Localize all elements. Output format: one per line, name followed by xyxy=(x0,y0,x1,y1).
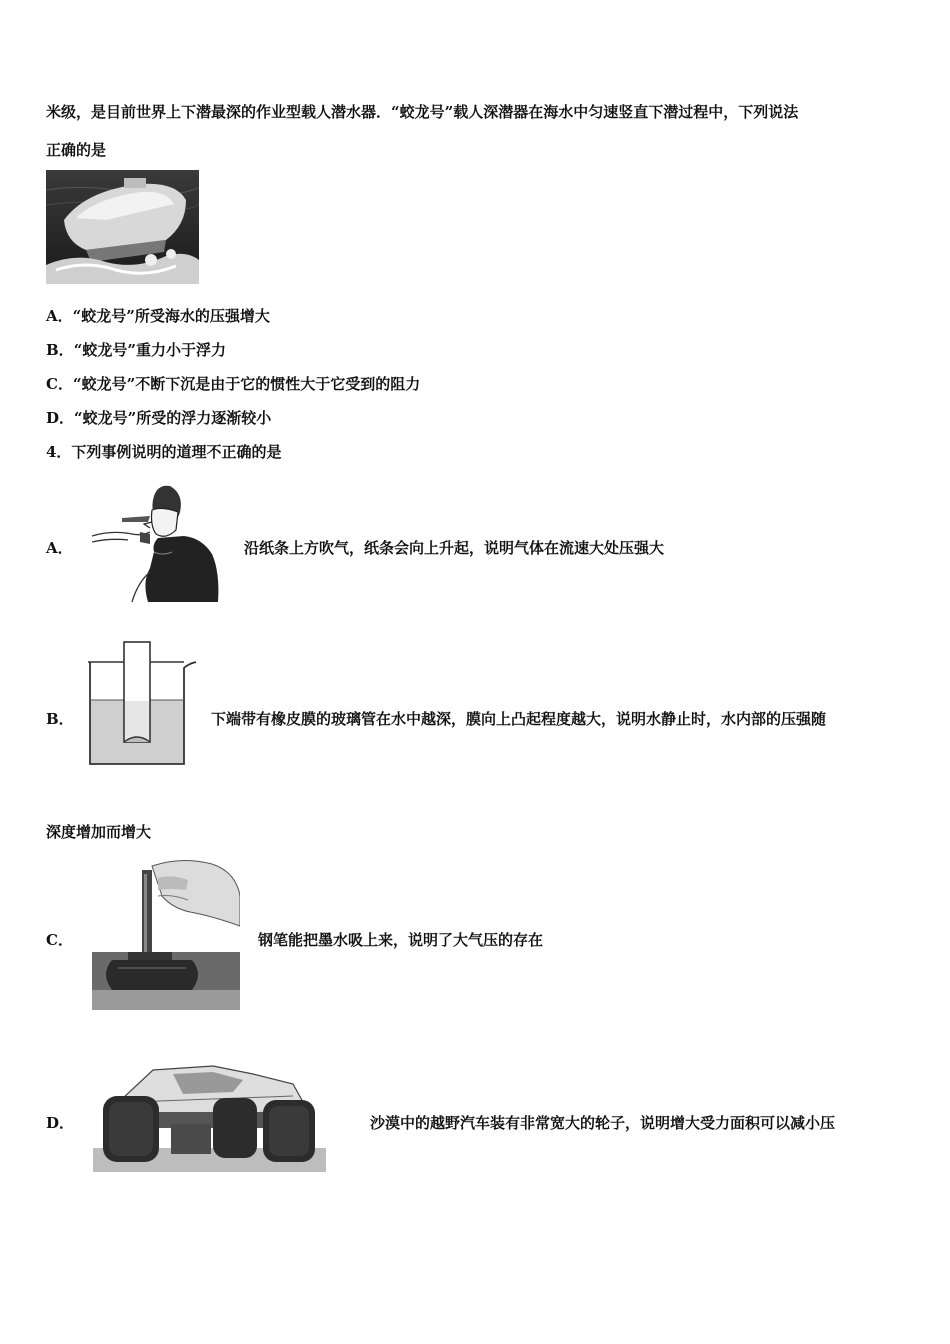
q3-stem-line1: 米级，是目前世界上下潜最深的作业型载人潜水器．“蛟龙号”载人深潜器在海水中匀速竖直下潜过程中，下列说法 xyxy=(46,103,799,121)
q4-option-b-text-cont: 深度增加而增大 xyxy=(46,823,152,841)
q3-option-d-text: “蛟龙号”所受的浮力逐渐较小 xyxy=(74,409,272,427)
blowing-paper-illustration xyxy=(92,482,220,604)
fountain-pen-ink-photo xyxy=(92,856,240,1010)
q3-option-d-letter: D． xyxy=(46,409,75,427)
q3-option-c xyxy=(46,374,420,394)
q3-option-b xyxy=(46,340,226,360)
q4-option-a-letter: A． xyxy=(46,539,73,557)
q4-option-c-letter: C． xyxy=(46,931,73,949)
q3-option-c-text: “蛟龙号”不断下沉是由于它的惯性大于它受到的阻力 xyxy=(72,375,421,393)
q3-option-a-letter: A． xyxy=(46,307,73,325)
q3-stem-line2: 正确的是 xyxy=(46,141,107,159)
q4-option-c-text: 钢笔能把墨水吸上来，说明了大气压的存在 xyxy=(258,931,544,949)
q4-option-b-text: 下端带有橡皮膜的玻璃管在水中越深，膜向上凸起程度越大，说明水静止时，水内部的压强随 xyxy=(211,710,827,728)
q3-option-b-letter: B． xyxy=(46,341,74,359)
q4-option-d-text: 沙漠中的越野汽车装有非常宽大的轮子，说明增大受力面积可以减小压 xyxy=(370,1114,836,1132)
q4-option-b-letter: B． xyxy=(46,710,74,728)
q4-option-a-text: 沿纸条上方吹气，纸条会向上升起，说明气体在流速大处压强大 xyxy=(244,539,665,557)
q3-option-a xyxy=(46,306,270,326)
submersible-photo xyxy=(46,170,199,284)
glass-tube-beaker-illustration xyxy=(84,640,206,770)
q3-option-c-letter: C． xyxy=(46,375,73,393)
q3-option-b-text: “蛟龙号”重力小于浮力 xyxy=(73,341,226,359)
q3-option-d xyxy=(46,408,271,428)
q4-option-d-letter: D． xyxy=(46,1114,75,1132)
q3-option-a-text: “蛟龙号”所受海水的压强增大 xyxy=(72,307,270,325)
q4-stem: 4．下列事例说明的道理不正确的是 xyxy=(46,443,282,461)
off-road-vehicle-photo xyxy=(93,1062,326,1172)
